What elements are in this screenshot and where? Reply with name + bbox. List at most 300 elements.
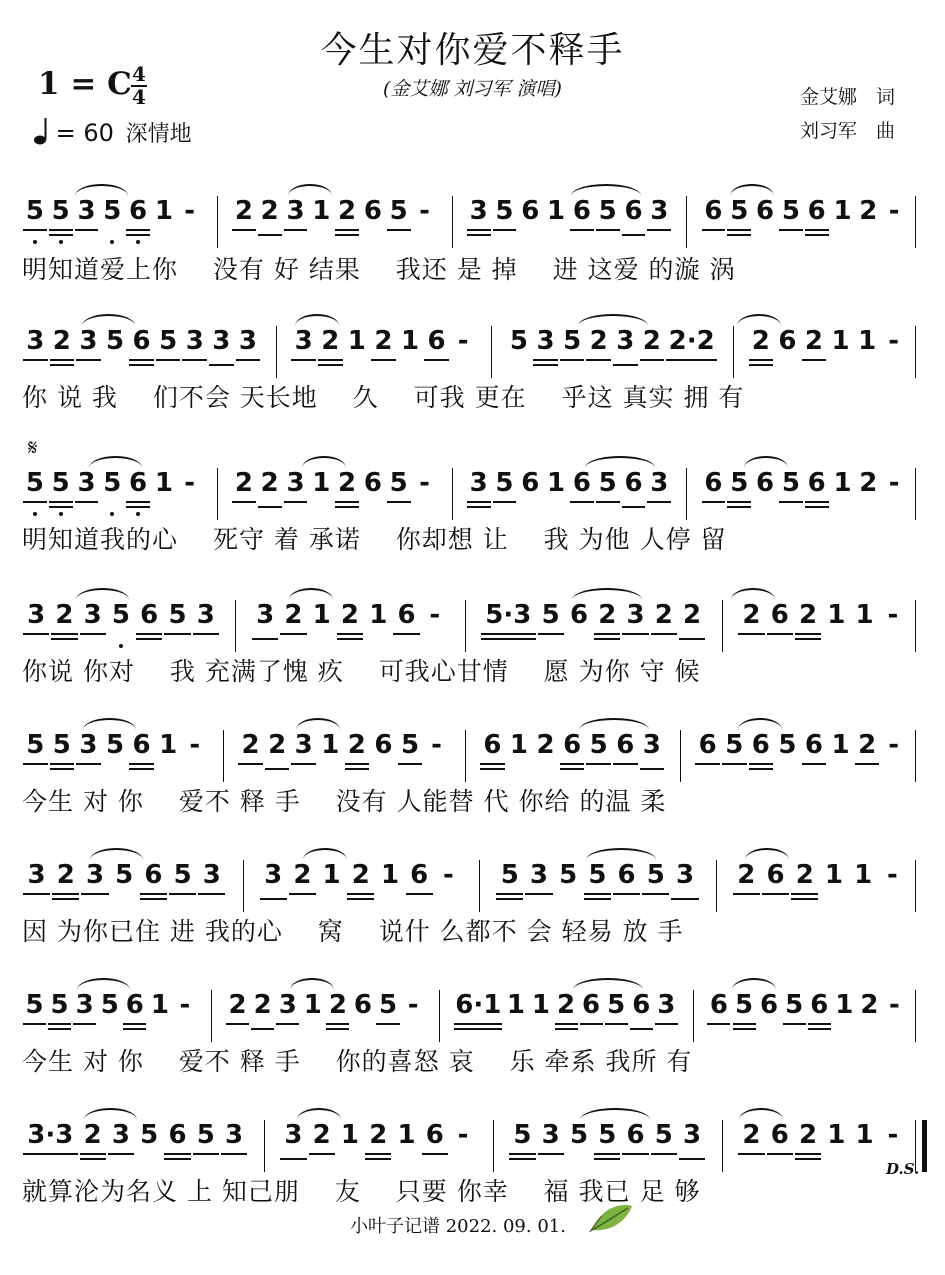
note-digit: 5 bbox=[49, 730, 76, 786]
barline bbox=[465, 600, 466, 652]
barline bbox=[915, 600, 916, 652]
note-digit: 2 bbox=[325, 990, 350, 1046]
note-digit: 6 bbox=[756, 468, 775, 498]
note-digit: 6 bbox=[766, 1120, 794, 1176]
note-digit: 3 bbox=[22, 860, 51, 916]
note-digit: 3 bbox=[251, 600, 279, 656]
note-digit: 5 bbox=[508, 1120, 536, 1176]
note-digit: 1 bbox=[154, 196, 173, 226]
note-digit: 1 bbox=[824, 860, 844, 890]
final-barline bbox=[915, 1120, 927, 1172]
dash-extension: - bbox=[419, 196, 430, 226]
dash-extension: - bbox=[179, 990, 191, 1020]
dash-extension: - bbox=[407, 990, 419, 1020]
note-digit: 1 bbox=[855, 1120, 874, 1150]
note-digit: 6 bbox=[139, 860, 168, 916]
barline bbox=[211, 990, 212, 1042]
slur bbox=[578, 314, 649, 326]
note-digit: 6 bbox=[694, 730, 721, 786]
slur bbox=[77, 978, 130, 990]
score-system-5 bbox=[0, 712, 945, 832]
barline bbox=[493, 1120, 494, 1172]
note-digit: 6 bbox=[421, 1120, 449, 1176]
score-system-8 bbox=[0, 1102, 945, 1222]
note-digit: 5 bbox=[569, 1120, 589, 1150]
note-digit: 2 bbox=[794, 600, 822, 656]
note-digit: 2 bbox=[51, 860, 80, 916]
note-digit: 6 bbox=[521, 196, 540, 226]
note-digit: 2 bbox=[308, 1120, 336, 1176]
barline bbox=[915, 326, 916, 378]
note-digit: 1 bbox=[159, 730, 178, 760]
note-digit: 6 bbox=[559, 730, 586, 786]
note-digit: 1 bbox=[340, 1120, 360, 1150]
note-digit: 1 bbox=[312, 600, 331, 630]
note-digit: 3 bbox=[654, 990, 679, 1046]
notation-line bbox=[22, 730, 927, 788]
score-system-2 bbox=[0, 308, 945, 428]
note-digit: 2 bbox=[288, 860, 317, 916]
leaf-icon bbox=[588, 1200, 634, 1238]
note-digit: 6 bbox=[135, 600, 163, 656]
note-digit: 1 bbox=[835, 990, 854, 1020]
slur bbox=[295, 314, 339, 326]
note-digit: 6 bbox=[405, 860, 434, 916]
note-digit: 5 bbox=[386, 468, 412, 524]
note-digit: 5 bbox=[47, 990, 72, 1046]
note-digit: 6 bbox=[701, 196, 727, 252]
note-digit: 6 bbox=[621, 1120, 649, 1176]
note-digit: 3 bbox=[466, 468, 492, 524]
note-digit: 2 bbox=[639, 326, 666, 382]
dash-extension: - bbox=[457, 1120, 469, 1150]
note-digit: 5 bbox=[595, 468, 621, 524]
note-digit: 2 bbox=[231, 468, 257, 524]
note-digit: 6 bbox=[125, 468, 151, 524]
note-digit: 1 bbox=[312, 196, 331, 226]
slur bbox=[90, 848, 143, 860]
note-digit: 6 bbox=[701, 468, 727, 524]
note-digit: 3 bbox=[208, 326, 235, 382]
note-digit: 6 bbox=[125, 196, 151, 252]
note-digit: 6 bbox=[761, 860, 790, 916]
note-digit: 6 bbox=[353, 990, 372, 1020]
tempo-indicator bbox=[34, 117, 192, 151]
note-digit: 1 bbox=[154, 468, 173, 498]
note-digit: 5 bbox=[650, 1120, 678, 1176]
slur bbox=[739, 1108, 783, 1120]
note-digit: 6 bbox=[479, 730, 506, 786]
note-digit: 5 bbox=[778, 730, 797, 760]
note-digit: 5 bbox=[99, 196, 125, 252]
note-digit: 2 bbox=[49, 326, 76, 382]
slur bbox=[302, 456, 346, 468]
barline bbox=[491, 326, 492, 378]
note-digit: 5 bbox=[495, 860, 524, 916]
slur bbox=[76, 588, 129, 600]
note-digit: 3 bbox=[259, 860, 288, 916]
note-digit: 5 bbox=[509, 326, 529, 356]
notation-line bbox=[22, 860, 927, 918]
note-digit: 5 bbox=[22, 990, 47, 1046]
lyrics-line: 明知道爱上你 没有 好 结果 我还 是 掉 进 这爱 的漩 涡 bbox=[22, 255, 736, 284]
note-digit: 6 bbox=[569, 468, 595, 524]
note-digit: 1 bbox=[321, 730, 340, 760]
note-digit: 3 bbox=[646, 196, 672, 252]
barline bbox=[479, 860, 480, 912]
barline bbox=[693, 990, 694, 1042]
note-digit: 2 bbox=[554, 990, 579, 1046]
slur bbox=[289, 588, 333, 600]
note-digit: 2 bbox=[264, 730, 291, 786]
slur bbox=[737, 314, 781, 326]
dash-extension: - bbox=[887, 1120, 899, 1150]
note-digit: 1 bbox=[855, 600, 874, 630]
tempo-value: = 60 bbox=[55, 119, 114, 147]
segno-sign: 𝄋 bbox=[28, 436, 38, 461]
slur bbox=[573, 978, 644, 990]
note-digit: 2 bbox=[859, 468, 878, 498]
note-digit: 2 bbox=[860, 990, 879, 1020]
note-digit: 1 bbox=[827, 600, 846, 630]
note-digit: 3 bbox=[75, 730, 102, 786]
note-digit: 6 bbox=[579, 990, 604, 1046]
note-digit: 2 bbox=[585, 326, 612, 382]
note-digit: 1 bbox=[400, 326, 420, 356]
barline bbox=[915, 990, 916, 1042]
slur bbox=[732, 978, 776, 990]
note-digit: 1 bbox=[369, 600, 388, 630]
barline bbox=[243, 860, 244, 912]
note-digit: 2 bbox=[334, 196, 360, 252]
note-digit: 5 bbox=[782, 990, 807, 1046]
barline bbox=[733, 326, 734, 378]
barline bbox=[722, 1120, 723, 1172]
note-digit: 6 bbox=[128, 730, 155, 786]
barline bbox=[686, 196, 687, 248]
note-digit: 3 bbox=[639, 730, 666, 786]
note-digit: 5 bbox=[107, 600, 135, 656]
note-digit: 2 bbox=[344, 730, 371, 786]
note-digit: 3 bbox=[275, 990, 300, 1046]
slur bbox=[580, 1108, 651, 1120]
note-digit: 5 bbox=[397, 730, 424, 786]
note-digit: 2 bbox=[237, 730, 264, 786]
note-digit: 2 bbox=[593, 600, 621, 656]
note-digit: 5 bbox=[99, 468, 125, 524]
notation-line bbox=[22, 990, 927, 1048]
note-digit: 6 bbox=[801, 730, 828, 786]
note-digit: 6 bbox=[621, 468, 647, 524]
note-digit: 5 bbox=[105, 326, 125, 356]
dash-extension: - bbox=[888, 326, 900, 356]
note-digit: 3 bbox=[107, 1120, 135, 1176]
note-digit: 2 bbox=[859, 196, 878, 226]
note-digit: 3 bbox=[279, 1120, 307, 1176]
time-signature bbox=[130, 64, 148, 108]
note-digit: 6 bbox=[122, 990, 147, 1046]
performer-credit: (金艾娜 刘习军 演唱) bbox=[383, 78, 562, 100]
note-digit: 6 bbox=[363, 196, 382, 226]
barline bbox=[465, 730, 466, 782]
barline bbox=[915, 196, 916, 248]
dash-extension: - bbox=[184, 468, 196, 498]
barline bbox=[915, 860, 916, 912]
note-digit: 1 bbox=[531, 990, 550, 1020]
barline bbox=[452, 196, 453, 248]
note-digit: 5 bbox=[492, 196, 518, 252]
note-digit: 2 bbox=[336, 600, 364, 656]
note-digit: 6 bbox=[778, 326, 797, 356]
barline bbox=[235, 600, 236, 652]
note-digit: 3 bbox=[290, 730, 317, 786]
dash-extension: - bbox=[184, 196, 196, 226]
note-digit: 1 bbox=[833, 468, 852, 498]
dash-extension: - bbox=[886, 860, 898, 890]
note-digit: 2 bbox=[794, 1120, 822, 1176]
note-digit: 2 bbox=[250, 990, 275, 1046]
note-digit: 5 bbox=[559, 860, 578, 890]
note-digit: 6 bbox=[612, 860, 641, 916]
note-digit: 6 bbox=[748, 730, 775, 786]
note-digit: 3 bbox=[197, 860, 226, 916]
slur bbox=[296, 718, 340, 730]
note-digit: 2 bbox=[650, 600, 678, 656]
slur bbox=[82, 314, 135, 326]
barline bbox=[716, 860, 717, 912]
barline bbox=[686, 468, 687, 520]
note-digit: 1 bbox=[397, 1120, 416, 1150]
slur bbox=[84, 1108, 137, 1120]
note-digit: 6 bbox=[766, 600, 794, 656]
note-digit: 5 bbox=[604, 990, 629, 1046]
score-system-3 bbox=[0, 450, 945, 570]
note-digit: 3·3 bbox=[22, 1120, 79, 1176]
note-digit: 5 bbox=[192, 1120, 220, 1176]
notation-line bbox=[22, 1120, 927, 1178]
slur bbox=[297, 1108, 341, 1120]
slur bbox=[579, 718, 650, 730]
note-digit: 6 bbox=[374, 730, 393, 760]
note-digit: 1 bbox=[547, 468, 566, 498]
note-digit: 1 bbox=[380, 860, 400, 890]
note-digit: 6 bbox=[807, 990, 832, 1046]
note-digit: 5 bbox=[168, 860, 197, 916]
note-digit: 3 bbox=[612, 326, 639, 382]
note-digit: 2 bbox=[678, 600, 706, 656]
note-digit: 3 bbox=[283, 196, 309, 252]
note-digit: 3 bbox=[621, 600, 649, 656]
note-digit: 2 bbox=[334, 468, 360, 524]
note-digit: 2 bbox=[279, 600, 307, 656]
lyrics-line: 你说 你对 我 充满了愧 疚 可我心甘情 愿 为你 守 候 bbox=[22, 657, 701, 686]
note-digit: 1 bbox=[831, 326, 850, 356]
note-digit: 5 bbox=[726, 468, 752, 524]
note-digit: 6 bbox=[760, 990, 779, 1020]
note-digit: 5 bbox=[595, 196, 621, 252]
note-digit: 1 bbox=[506, 990, 525, 1020]
note-digit: 2 bbox=[317, 326, 344, 382]
note-digit: 3 bbox=[192, 600, 220, 656]
slur bbox=[585, 456, 656, 468]
barline bbox=[722, 600, 723, 652]
note-digit: 3 bbox=[74, 468, 100, 524]
note-digit: 2 bbox=[79, 1120, 107, 1176]
dal-segno-mark: D.S. bbox=[886, 1160, 920, 1178]
note-digit: 2 bbox=[370, 326, 397, 382]
slur bbox=[83, 718, 136, 730]
note-digit: 2 bbox=[346, 860, 375, 916]
note-digit: 3 bbox=[181, 326, 208, 382]
note-digit: 5 bbox=[163, 600, 191, 656]
lyricist-credit: 金艾娜 词 bbox=[800, 86, 896, 108]
note-digit: 2 bbox=[231, 196, 257, 252]
note-digit: 1 bbox=[827, 1120, 846, 1150]
slur bbox=[744, 456, 788, 468]
time-signature-top: 4 bbox=[132, 62, 146, 86]
note-digit: 3 bbox=[283, 468, 309, 524]
note-digit: 5 bbox=[375, 990, 400, 1046]
note-digit: 2 bbox=[257, 196, 283, 252]
lyrics-line: 今生 对 你 爱不 释 手 没有 人能替 代 你给 的温 柔 bbox=[22, 787, 667, 816]
note-digit: 6 bbox=[569, 600, 589, 630]
note-digit: 1 bbox=[150, 990, 169, 1020]
time-signature-bottom: 4 bbox=[132, 85, 146, 109]
note-digit: 5 bbox=[726, 196, 752, 252]
note-digit: 5 bbox=[559, 326, 586, 382]
dash-extension: - bbox=[189, 730, 201, 760]
note-digit: 3 bbox=[235, 326, 262, 382]
slur bbox=[303, 848, 347, 860]
note-digit: 5 bbox=[386, 196, 412, 252]
note-digit: 6 bbox=[756, 196, 775, 226]
barline bbox=[264, 1120, 265, 1172]
note-digit: 5·3 bbox=[480, 600, 537, 656]
note-digit: 5 bbox=[585, 730, 612, 786]
note-digit: 2 bbox=[748, 326, 775, 382]
note-digit: 2 bbox=[732, 860, 761, 916]
note-digit: 5 bbox=[778, 196, 804, 252]
note-digit: 3 bbox=[466, 196, 492, 252]
lyrics-line: 今生 对 你 爱不 释 手 你的喜怒 哀 乐 牵系 我所 有 bbox=[22, 1047, 693, 1076]
note-digit: 2 bbox=[364, 1120, 392, 1176]
note-digit: 6 bbox=[629, 990, 654, 1046]
note-digit: 6 bbox=[363, 468, 382, 498]
slur bbox=[730, 184, 774, 196]
note-digit: 5 bbox=[22, 468, 48, 524]
note-digit: 2 bbox=[536, 730, 555, 760]
note-digit: 3 bbox=[22, 600, 50, 656]
note-digit: 5 bbox=[115, 860, 134, 890]
note-digit: 3 bbox=[75, 326, 102, 382]
barline bbox=[217, 196, 218, 248]
note-digit: 5 bbox=[155, 326, 182, 382]
note-digit: 1 bbox=[854, 860, 873, 890]
note-digit: 3 bbox=[22, 326, 49, 382]
key-signature: 1 = C bbox=[38, 66, 132, 102]
note-digit: 1 bbox=[303, 990, 322, 1020]
note-digit: 5 bbox=[22, 730, 49, 786]
notation-line bbox=[22, 600, 927, 658]
lyrics-line: 你 说 我 们不会 天长地 久 可我 更在 乎这 真实 拥 有 bbox=[22, 383, 745, 412]
transcriber-credit: 小叶子记谱 2022. 09. 01. bbox=[350, 1216, 566, 1237]
note-digit: 3 bbox=[537, 1120, 565, 1176]
note-digit: 3 bbox=[532, 326, 559, 382]
dash-extension: - bbox=[419, 468, 430, 498]
quarter-note-icon bbox=[34, 117, 48, 151]
notation-line bbox=[22, 468, 927, 526]
note-digit: 5 bbox=[721, 730, 748, 786]
note-digit: 5 bbox=[641, 860, 670, 916]
note-digit: 1 bbox=[347, 326, 366, 356]
slur bbox=[89, 456, 142, 468]
note-digit: 3 bbox=[220, 1120, 248, 1176]
note-digit: 6 bbox=[128, 326, 155, 382]
note-digit: 6 bbox=[804, 468, 830, 524]
dash-extension: - bbox=[888, 468, 900, 498]
dash-extension: - bbox=[431, 730, 442, 760]
note-digit: 6 bbox=[569, 196, 595, 252]
note-digit: 5 bbox=[105, 730, 125, 760]
score-system-7 bbox=[0, 972, 945, 1092]
note-digit: 2 bbox=[225, 990, 250, 1046]
dash-extension: - bbox=[888, 730, 900, 760]
notation-line bbox=[22, 196, 927, 254]
note-digit: 6 bbox=[612, 730, 639, 786]
dash-extension: - bbox=[887, 600, 899, 630]
note-digit: 5 bbox=[583, 860, 612, 916]
tempo-marking: 深情地 bbox=[125, 122, 192, 147]
note-digit: 2 bbox=[801, 326, 828, 382]
note-digit: 6 bbox=[706, 990, 731, 1046]
note-digit: 2 bbox=[854, 730, 881, 786]
note-digit: 5 bbox=[537, 600, 565, 656]
note-digit: 1 bbox=[547, 196, 566, 226]
barline bbox=[217, 468, 218, 520]
note-digit: 2 bbox=[737, 1120, 765, 1176]
dash-extension: - bbox=[429, 600, 441, 630]
note-digit: 5 bbox=[778, 468, 804, 524]
dash-extension: - bbox=[443, 860, 454, 890]
slur bbox=[731, 588, 775, 600]
slur bbox=[738, 718, 782, 730]
slur bbox=[290, 978, 334, 990]
note-digit: 2 bbox=[257, 468, 283, 524]
dash-extension: - bbox=[889, 990, 900, 1020]
slur bbox=[745, 848, 789, 860]
note-digit: 3 bbox=[524, 860, 553, 916]
note-digit: 1 bbox=[833, 196, 852, 226]
note-digit: 6 bbox=[621, 196, 647, 252]
note-digit: 5 bbox=[48, 196, 74, 252]
note-digit: 1 bbox=[509, 730, 529, 760]
note-digit: 3 bbox=[72, 990, 97, 1046]
note-digit: 6 bbox=[163, 1120, 191, 1176]
note-digit: 6 bbox=[392, 600, 420, 656]
score-system-4 bbox=[0, 582, 945, 702]
dash-extension: - bbox=[457, 326, 469, 356]
note-digit: 2 bbox=[50, 600, 78, 656]
note-digit: 3 bbox=[80, 860, 109, 916]
barline bbox=[439, 990, 440, 1042]
barline bbox=[452, 468, 453, 520]
note-digit: 5 bbox=[492, 468, 518, 524]
dash-extension: - bbox=[888, 196, 900, 226]
note-digit: 2 bbox=[790, 860, 819, 916]
note-digit: 3 bbox=[678, 1120, 706, 1176]
note-digit: 3 bbox=[670, 860, 699, 916]
barline bbox=[223, 730, 224, 782]
